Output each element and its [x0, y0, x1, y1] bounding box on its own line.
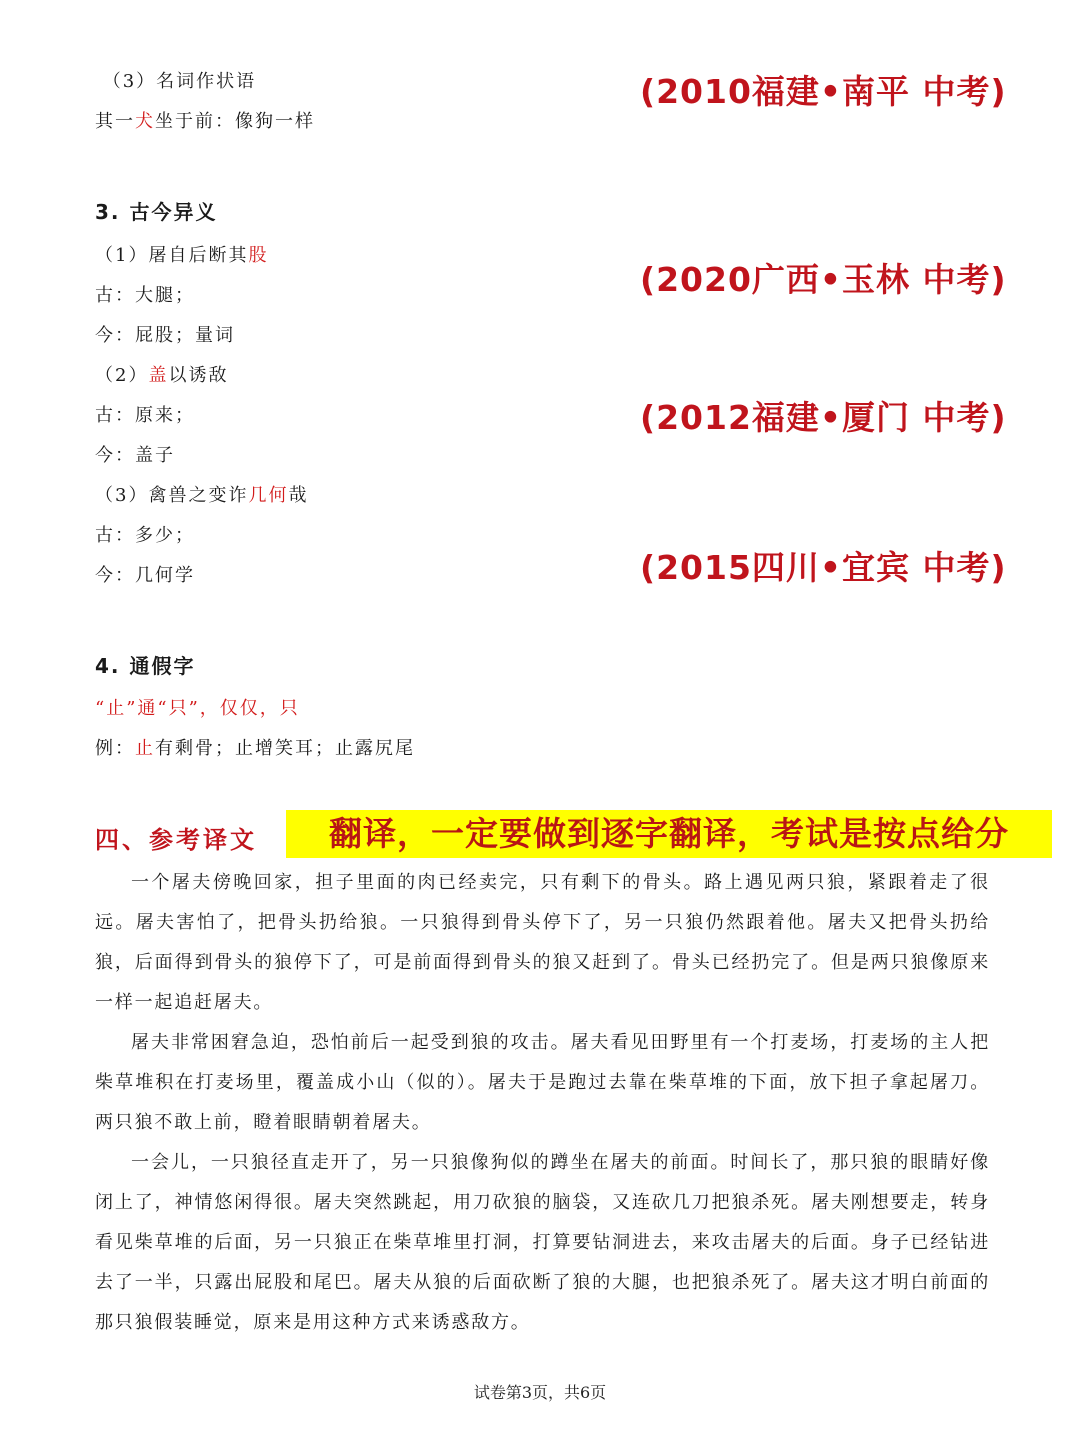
keyword: 股 — [248, 245, 269, 266]
item1-line: （1）屠自后断其股 — [95, 245, 269, 266]
example-line: 其一犬坐于前：像狗一样 — [95, 111, 315, 132]
translation-paragraph-3: 一会儿，一只狼径直走开了，另一只狼像狗似的蹲坐在屠夫的前面。时间长了，那只狼的眼睛好像闭上了，神情悠闲得很。屠夫突然跳起，用刀砍狼的脑袋，又连砍几刀把狼杀死。屠夫刚想要走，转身看见柴草堆的后面，另一只狼正在柴草堆里打洞，打算要钻洞进去，来攻击屠夫的后面。身子已经钻进去了一半，只露出屁股和尾巴。屠夫从狼的后面砍断了狼的大腿，也把狼杀死了。屠夫这才明白前面的那只狼假装睡觉，原来是用这种方式来诱惑敌方。 — [95, 1152, 990, 1333]
translation-paragraph-2: 屠夫非常困窘急迫，恐怕前后一起受到狼的攻击。屠夫看见田野里有一个打麦场，打麦场的主人把柴草堆积在打麦场里，覆盖成小山（似的）。屠夫于是跑过去靠在柴草堆的下面，放下担子拿起屠刀。两只狼不敢上前，瞪着眼睛朝着屠夫。 — [95, 1032, 990, 1133]
item3-line: （3）禽兽之变诈几何哉 — [95, 485, 309, 506]
keyword: 犬 — [135, 111, 155, 132]
exam-source-stamp-1: (2010福建•南平 中考) — [640, 72, 1007, 111]
highlight-note: 翻译，一定要做到逐字翻译，考试是按点给分 — [286, 810, 1052, 858]
keyword: 止 — [135, 738, 155, 759]
translation-paragraph-1: 一个屠夫傍晚回家，担子里面的肉已经卖完，只有剩下的骨头。路上遇见两只狼，紧跟着走了很远。屠夫害怕了，把骨头扔给狼。一只狼得到骨头停下了，另一只狼仍然跟着他。屠夫又把骨头扔给狼，后面得到骨头的狼停下了，可是前面得到骨头的狼又赶到了。骨头已经扔完了。但是两只狼像原来一样一起追赶屠夫。 — [95, 872, 990, 1013]
keyword: 几何 — [248, 485, 289, 506]
item1-modern: 今：屁股；量词 — [95, 325, 235, 346]
translation-heading: 四、参考译文 — [95, 825, 257, 854]
keyword: 盖 — [148, 365, 169, 386]
exam-source-stamp-2: (2020广西•玉林 中考) — [640, 260, 1007, 299]
page-footer: 试卷第3页，共6页 — [473, 1383, 607, 1402]
item3-ancient: 古：多少； — [95, 525, 195, 546]
item1-ancient: 古：大腿； — [95, 285, 195, 306]
tongjia-example: 例：止有剩骨；止增笑耳；止露尻尾 — [95, 738, 415, 759]
exam-source-stamp-4: (2015四川•宜宾 中考) — [640, 548, 1007, 587]
tongjia-rule: “止”通“只”，仅仅，只 — [95, 698, 300, 719]
exam-source-stamp-3: (2012福建•厦门 中考) — [640, 398, 1007, 437]
item3-label: （3）名词作状语 — [102, 71, 257, 92]
item2-ancient: 古：原来； — [95, 405, 195, 426]
section3-title: 3. 古今异义 — [95, 200, 218, 224]
section4-title: 4. 通假字 — [95, 654, 196, 678]
item2-modern: 今：盖子 — [95, 445, 175, 466]
item2-line: （2）盖以诱敌 — [95, 365, 229, 386]
item3-modern: 今：几何学 — [95, 565, 195, 586]
